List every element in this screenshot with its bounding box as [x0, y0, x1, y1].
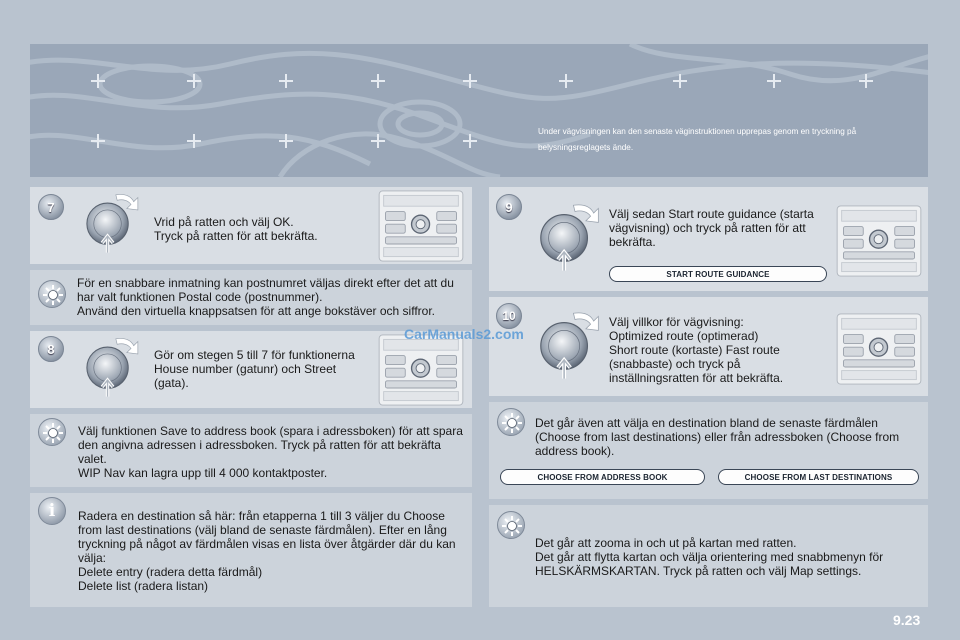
radio-panel-icon: [376, 190, 466, 262]
control-knob-icon: [533, 199, 603, 273]
zoom-tip-text: Det går att zooma in och ut på kartan med ratten. Det går att flytta kartan och välja orientering med snabbmenyn för HELSKÄRMSKARTAN. Tryck på ratten och välj Map settings.: [535, 536, 884, 578]
step-7-text: Vrid på ratten och välj OK. Tryck på ratten för att bekräfta.: [154, 215, 318, 243]
watermark: CarManuals2.com: [404, 326, 524, 342]
step-10-panel: [489, 297, 928, 396]
control-knob-icon: [80, 189, 142, 255]
postal-tip-panel: [30, 270, 472, 325]
delete-tip-panel: [30, 493, 472, 607]
step-number-badge: 9: [496, 194, 522, 220]
zoom-tip-panel: [489, 505, 928, 607]
info-icon: i: [38, 497, 66, 525]
delete-tip-text: Radera en destination så här: från etapperna 1 till 3 väljer du Choose from last destinations (välj bland de senaste färdmålen). Efter en lång tryckning på något av färdmålen visas en lista över åtgärder där du kan välja: Delete entry (radera detta färdmål) Delete list (radera listan): [78, 509, 456, 593]
tip-icon: [497, 408, 525, 436]
step-9-text: Välj sedan Start route guidance (starta vägvisning) och tryck på ratten för att bekräfta.: [609, 207, 814, 249]
tip-icon: [38, 418, 66, 446]
choose-from-address-book-button[interactable]: CHOOSE FROM ADDRESS BOOK: [500, 469, 705, 485]
step-10-text: Välj villkor för vägvisning: Optimized route (optimerad) Short route (kortaste) Fast route (snabbaste) och tryck på inställningsratten för att bekräfta.: [609, 315, 784, 385]
header-banner: [30, 44, 928, 177]
tip-icon: [497, 511, 525, 539]
step-8-panel: [30, 331, 472, 408]
control-knob-icon: [80, 333, 142, 399]
topographic-map-pattern: [30, 44, 928, 177]
step-9-panel: [489, 187, 928, 291]
save-tip-text: Välj funktionen Save to address book (spara i adressboken) för att spara den angivna adressen i adressboken. Tryck på ratten för att bekräfta valet. WIP Nav kan lagra upp till 4 000 kontaktposter.: [78, 424, 463, 480]
step-number-badge: 8: [38, 336, 64, 362]
step-8-text: Gör om stegen 5 till 7 för funktionerna House number (gatunr) och Street (gata).: [154, 348, 355, 390]
header-note: Under vägvisningen kan den senaste väginstruktionen upprepas genom en tryckning på belysningsreglagets ände.: [538, 127, 857, 152]
tip-icon: [38, 280, 66, 308]
step-number-badge: 7: [38, 194, 64, 220]
step-7-panel: [30, 187, 472, 264]
choose-tip-text: Det går även att välja en destination bland de senaste färdmålen (Choose from last destinations) eller från adressboken (Choose from address book).: [535, 416, 900, 458]
choose-tip-panel: [489, 402, 928, 499]
radio-panel-icon: [834, 313, 924, 385]
step-number-badge: 10: [496, 303, 522, 329]
choose-from-last-destinations-button[interactable]: CHOOSE FROM LAST DESTINATIONS: [718, 469, 919, 485]
save-tip-panel: [30, 414, 472, 487]
page-number: 9.23: [893, 612, 921, 628]
radio-panel-icon: [834, 205, 924, 277]
start-route-guidance-button[interactable]: START ROUTE GUIDANCE: [609, 266, 827, 282]
control-knob-icon: [533, 307, 603, 381]
postal-tip-text: För en snabbare inmatning kan postnumret väljas direkt efter det att du har valt funktionen Postal code (postnummer). Använd den virtuella knappsatsen för att ange bokstäver och siffror.: [77, 276, 454, 318]
radio-panel-icon: [376, 334, 466, 406]
